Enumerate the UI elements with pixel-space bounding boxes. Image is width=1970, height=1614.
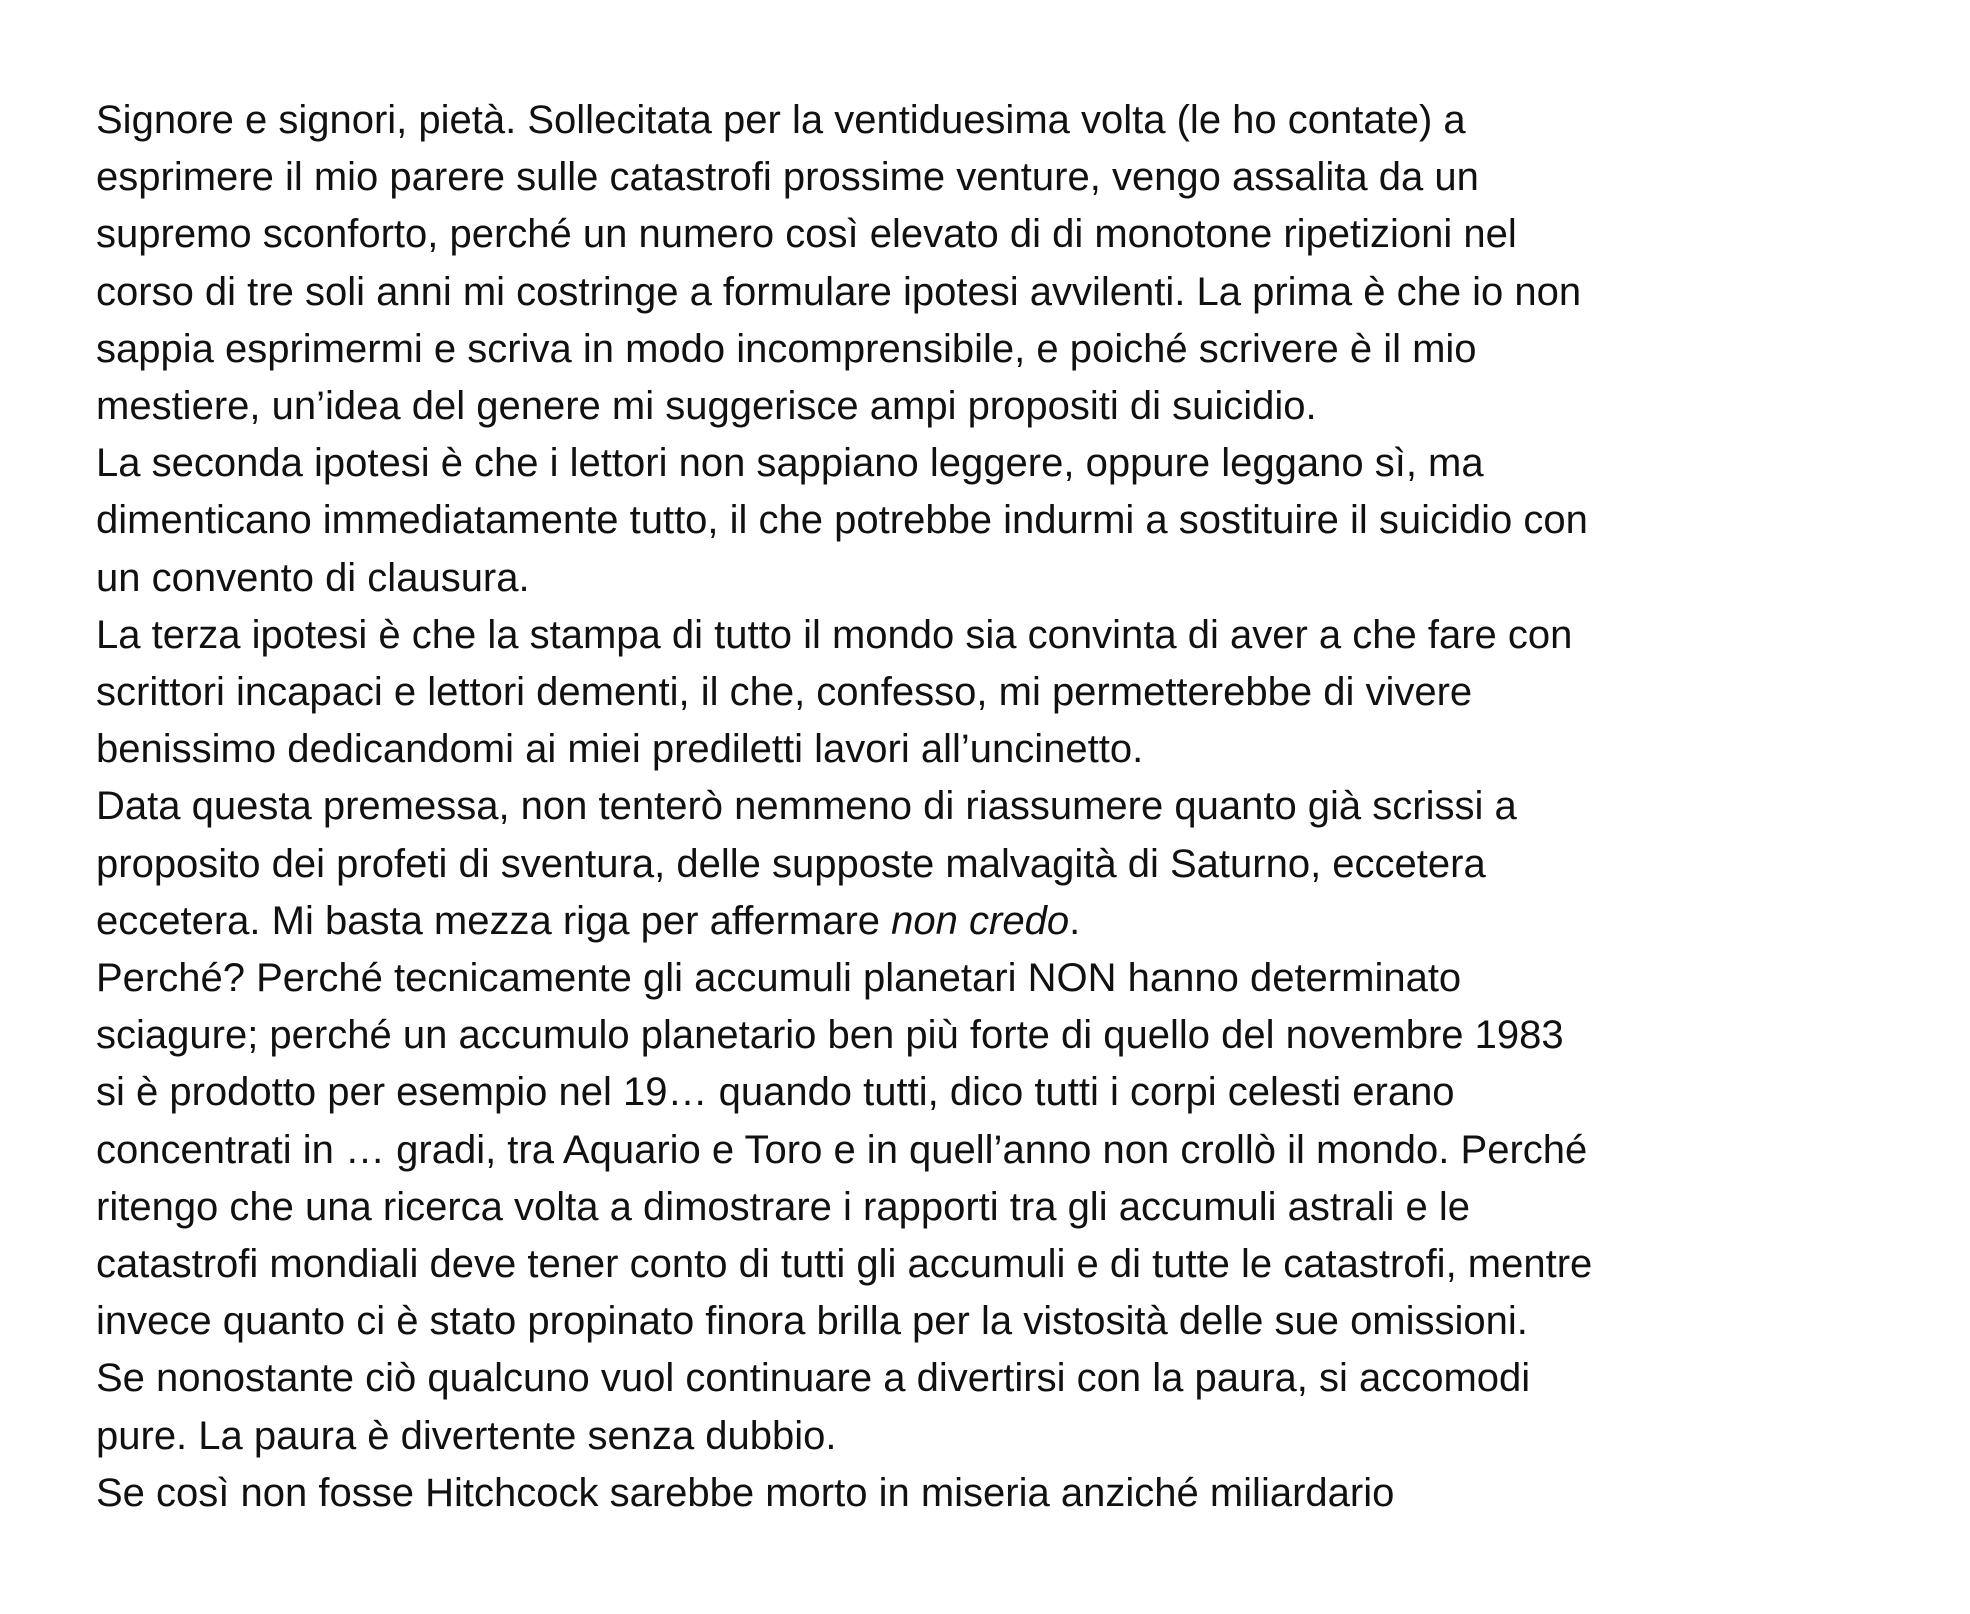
text-line: Signore e signori, pietà. Sollecitata per la ventiduesima volta (le ho contate) a bbox=[96, 98, 1466, 142]
text-line: sciagure; perché un accumulo planetario ben più forte di quello del novembre 1983 bbox=[96, 1013, 1564, 1058]
text-line: dimenticano immediatamente tutto, il che potrebbe indurmi a sostituire il suicidio con bbox=[96, 498, 1588, 543]
text-line-with-emphasis bbox=[96, 893, 1956, 950]
text-line: Perché? Perché tecnicamente gli accumuli planetari NON hanno determinato bbox=[96, 956, 1462, 1001]
paragraph-1 bbox=[96, 92, 1956, 435]
text-line: Data questa premessa, non tenterò nemmeno di riassumere quanto già scrissi a bbox=[96, 784, 1517, 829]
text-line: proposito dei profeti di sventura, delle supposte malvagità di Saturno, eccetera bbox=[96, 841, 1486, 886]
text-line: ritengo che una ricerca volta a dimostrare i rapporti tra gli accumuli astrali e le bbox=[96, 1184, 1470, 1229]
text-line: esprimere il mio parere sulle catastrofi prossime venture, vengo assalita da un bbox=[96, 155, 1479, 200]
paragraph-6 bbox=[96, 1350, 1956, 1464]
text-line: scrittori incapaci e lettori dementi, il che, confesso, mi permetterebbe di vivere bbox=[96, 670, 1473, 715]
text-line: Se così non fosse Hitchcock sarebbe morto in miseria anziché miliardario bbox=[96, 1470, 1395, 1515]
paragraph-2 bbox=[96, 435, 1956, 607]
text-line: corso di tre soli anni mi costringe a formulare ipotesi avvilenti. La prima è che io non bbox=[96, 269, 1582, 314]
text-line: mestiere, un’idea del genere mi suggerisce ampi propositi di suicidio. bbox=[96, 384, 1317, 429]
document-body bbox=[96, 92, 1956, 1522]
text-line: invece quanto ci è stato propinato finora brilla per la vistosità delle sue omissioni. bbox=[96, 1299, 1528, 1344]
text-line: supremo sconforto, perché un numero così elevato di di monotone ripetizioni nel bbox=[96, 212, 1517, 257]
text-line: si è prodotto per esempio nel 19… quando tutti, dico tutti i corpi celesti erano bbox=[96, 1070, 1455, 1115]
text-line: La terza ipotesi è che la stampa di tutto il mondo sia convinta di aver a che fare con bbox=[96, 612, 1573, 657]
emphasis-text: non credo bbox=[891, 898, 1070, 943]
text-line: La seconda ipotesi è che i lettori non sappiano leggere, oppure leggano sì, ma bbox=[96, 441, 1484, 486]
paragraph-7 bbox=[96, 1465, 1956, 1522]
text-line: un convento di clausura. bbox=[96, 555, 530, 600]
text-line: pure. La paura è divertente senza dubbio. bbox=[96, 1413, 837, 1458]
text-line: Se nonostante ciò qualcuno vuol continuare a divertirsi con la paura, si accomodi bbox=[96, 1356, 1531, 1401]
text-line: catastrofi mondiali deve tener conto di tutti gli accumuli e di tutte le catastrofi, mentre bbox=[96, 1242, 1593, 1287]
text-segment: . bbox=[1069, 898, 1081, 943]
text-segment: eccetera. Mi basta mezza riga per affermare bbox=[96, 898, 892, 943]
text-line: benissimo dedicandomi ai miei prediletti lavori all’uncinetto. bbox=[96, 727, 1144, 772]
paragraph-3 bbox=[96, 607, 1956, 779]
paragraph-4 bbox=[96, 778, 1956, 950]
text-line: sappia esprimermi e scriva in modo incomprensibile, e poiché scrivere è il mio bbox=[96, 326, 1477, 371]
paragraph-5 bbox=[96, 950, 1956, 1350]
text-line: concentrati in … gradi, tra Aquario e Toro e in quell’anno non crollò il mondo. Perché bbox=[96, 1127, 1588, 1172]
